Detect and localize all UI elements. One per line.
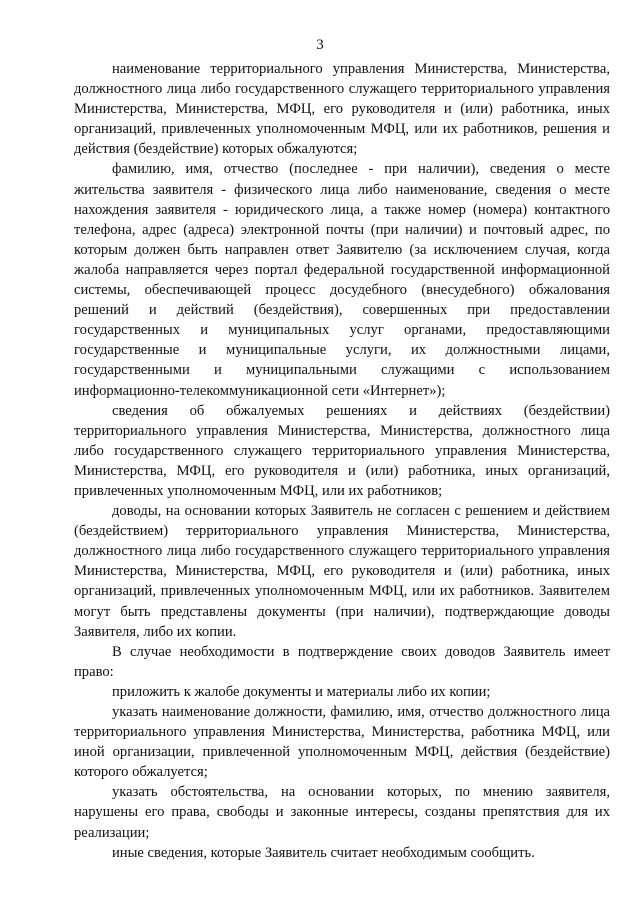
paragraph-appealed-decisions: сведения об обжалуемых решениях и действиях (бездействии) территориального управления Министерства, Министерства, должностного лица либо государственного служащего территориального управления Министерства, Министерства, МФЦ, его руководителя и (или) работника, иных организаций, привлеченных уполномоченным МФЦ, или их работников; (74, 402, 610, 499)
paragraph-official-position: указать наименование должности, фамилию, имя, отчество должностного лица территориального управления Министерства, Министерства, работника МФЦ, или иной организации, привлеченной уполномоченным МФЦ, действия (бездействие) которого обжалуется; (74, 704, 610, 781)
paragraph-applicant-details: фамилию, имя, отчество (последнее - при наличии), сведения о месте жительства заявителя - физического лица либо наименование, сведения о месте нахождения заявителя - юридического лица, а также номер (номера) контактного телефона, адрес (адреса) электронной почты (при наличии) и почтовый адрес, по которым должен быть направлен ответ Заявителю (за исключением случая, когда жалоба направляется через портал федеральной государственной информационной системы, обеспечивающей процесс досудебного (внесудебного) обжалования решений и действий (бездействия), совершенных при предоставлении государственных и муниципальных услуг органами, предоставляющими государственные и муниципальные услуги, их должностными лицами, государственными и муниципальными служащими с использованием информационно-телекоммуникационной сети «Интернет»); (74, 161, 610, 399)
paragraph-circumstances: указать обстоятельства, на основании которых, по мнению заявителя, нарушены его права, свободы и законные интересы, созданы препятствия для их реализации; (74, 784, 610, 841)
paragraph-other-information: иные сведения, которые Заявитель считает необходимым сообщить. (112, 844, 535, 861)
paragraph-appeal-subject: наименование территориального управления Министерства, Министерства, должностного лица либо государственного служащего территориального управления Министерства, Министерства, МФЦ, его руководителя и (или) работника, иных организаций, привлеченных уполномоченным МФЦ, или их работников, решения и действия (бездействие) которых обжалуются; (74, 61, 610, 158)
paragraph-applicant-rights: В случае необходимости в подтверждение своих доводов Заявитель имеет право: (74, 643, 610, 680)
paragraph-attach-documents: приложить к жалобе документы и материалы либо их копии; (112, 683, 491, 700)
paragraph-arguments: доводы, на основании которых Заявитель не согласен с решением и действием (бездействием) территориального управления Министерства, Министерства, должностного лица либо государственного служащего территориального управления Министерства, Министерства, МФЦ, его руководителя и (или) работника, иных организаций, привлеченных уполномоченным МФЦ, или их работников. Заявителем могут быть представлены документы (при наличии), подтверждающие доводы Заявителя, либо их копии. (74, 503, 610, 640)
document-body (74, 59, 610, 863)
page-number: 3 (316, 37, 324, 53)
